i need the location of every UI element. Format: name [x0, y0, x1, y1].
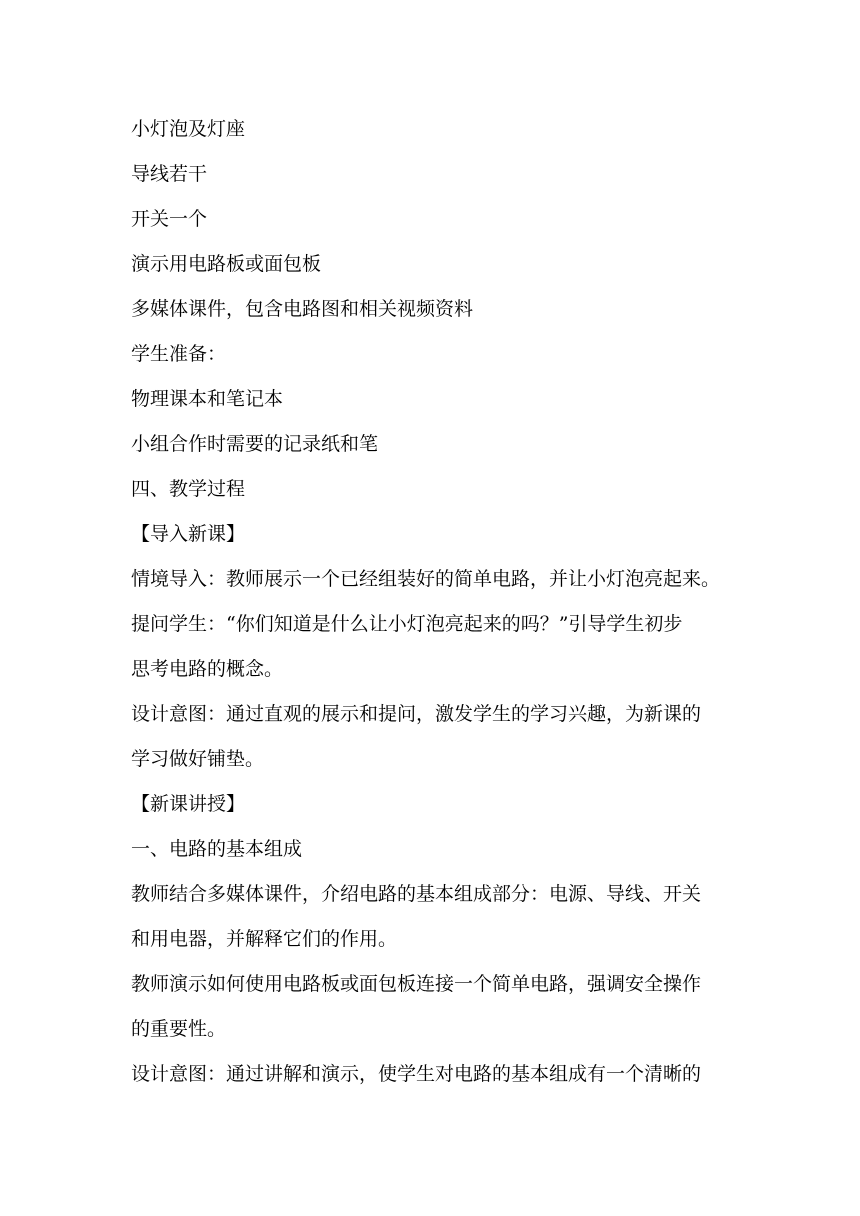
materials-item-switch: 开关一个: [131, 208, 208, 230]
paragraph-line: 思考电路的概念。: [131, 658, 284, 680]
materials-item-board: 演示用电路板或面包板: [131, 253, 322, 275]
materials-item-courseware: 多媒体课件，包含电路图和相关视频资料: [131, 298, 474, 320]
student-prep-item-books: 物理课本和笔记本: [131, 388, 284, 410]
paragraph-line: 设计意图：通过直观的展示和提问，激发学生的学习兴趣，为新课的: [131, 703, 702, 725]
paragraph-line: 情境导入：教师展示一个已经组装好的简单电路，并让小灯泡亮起来。: [131, 568, 721, 590]
paragraph-line: 学习做好铺垫。: [131, 748, 265, 770]
paragraph-line: 教师演示如何使用电路板或面包板连接一个简单电路，强调安全操作: [131, 973, 702, 995]
paragraph-line: 和用电器，并解释它们的作用。: [131, 928, 398, 950]
paragraph-line: 设计意图：通过讲解和演示，使学生对电路的基本组成有一个清晰的: [131, 1063, 702, 1085]
document-page: [131, 107, 731, 1097]
subsection-heading-new-lesson: 【新课讲授】: [131, 793, 246, 815]
materials-item-wires: 导线若干: [131, 163, 208, 185]
subsection-heading-intro: 【导入新课】: [131, 523, 246, 545]
student-prep-heading: 学生准备：: [131, 343, 227, 365]
paragraph-line: 教师结合多媒体课件，介绍电路的基本组成部分：电源、导线、开关: [131, 883, 702, 905]
student-prep-item-paper: 小组合作时需要的记录纸和笔: [131, 433, 379, 455]
section-heading-process: 四、教学过程: [131, 478, 246, 500]
paragraph-line: 提问学生：“你们知道是什么让小灯泡亮起来的吗？”引导学生初步: [131, 613, 683, 635]
materials-item-bulb: 小灯泡及灯座: [131, 118, 246, 140]
topic-heading-circuit-basics: 一、电路的基本组成: [131, 838, 303, 860]
paragraph-line: 的重要性。: [131, 1018, 227, 1040]
